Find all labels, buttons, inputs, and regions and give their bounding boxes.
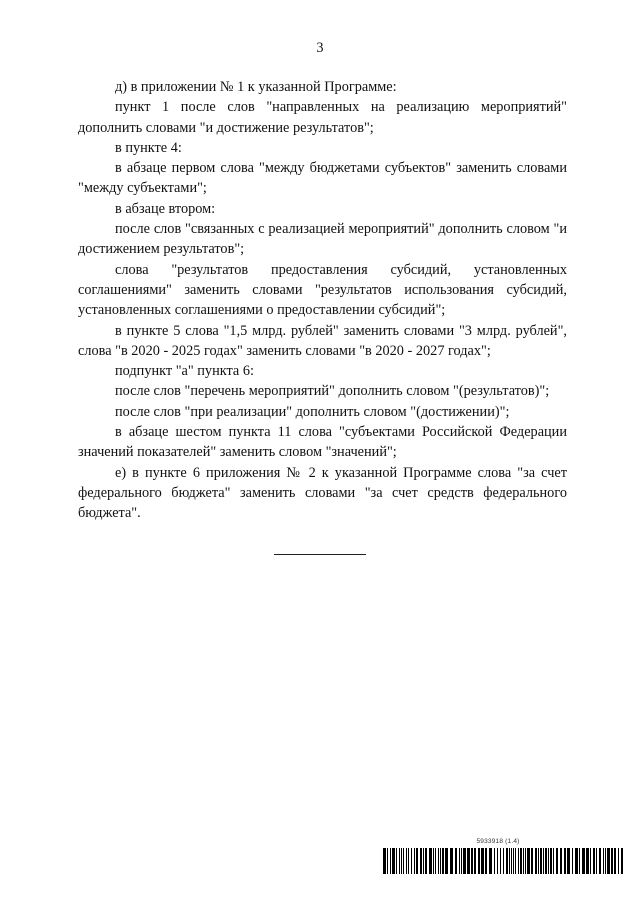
separator-line [274, 554, 366, 555]
paragraph-item-d: д) в приложении № 1 к указанной Программе: [115, 79, 397, 95]
paragraph-punkt-5: в пункте 5 слова "1,5 млрд. рублей" заменить словами "3 млрд. рублей", слова "в 2020 - 2025 годах" заменить словами "в 2020 - 2027 годах"; [78, 322, 567, 359]
document-code: 5933918 (1.4) [476, 838, 520, 845]
paragraph-after-words: после слов "связанных с реализацией мероприятий" дополнить словом "и достижением результатов"; [78, 221, 567, 258]
page-number: 3 [316, 40, 324, 56]
barcode-image [383, 848, 623, 874]
paragraph-punkt-1: пункт 1 после слов "направленных на реализацию мероприятий" дополнить словами "и достижение результатов"; [78, 99, 567, 136]
paragraph-item-e: е) в пункте 6 приложения № 2 к указанной Программе слова "за счет федерального бюджета" заменить словами "за счет средств федерального бюджета". [78, 464, 567, 522]
paragraph-punkt-4: в пункте 4: [115, 139, 182, 156]
paragraph-subpunkt-a: подпункт "а" пункта 6: [115, 363, 254, 380]
paragraph-implementation: после слов "при реализации" дополнить словом "(достижении)"; [115, 403, 510, 420]
paragraph-abzac-first: в абзаце первом слова "между бюджетами субъектов" заменить словами "между субъектами"; [78, 160, 567, 197]
paragraph-words-results: слова "результатов предоставления субсидий, установленных соглашениями" заменить словами "результатов использования субсидий, установленных соглашениями о предоставлении субсидий"; [78, 261, 567, 319]
document-body [78, 77, 567, 524]
paragraph-abzac-second: в абзаце втором: [115, 200, 216, 217]
paragraph-list-measures: после слов "перечень мероприятий" дополнить словом "(результатов)"; [115, 383, 550, 400]
paragraph-abzac-sixth: в абзаце шестом пункта 11 слова "субъектами Российской Федерации значений показателей" заменить словом "значений"; [78, 424, 567, 461]
